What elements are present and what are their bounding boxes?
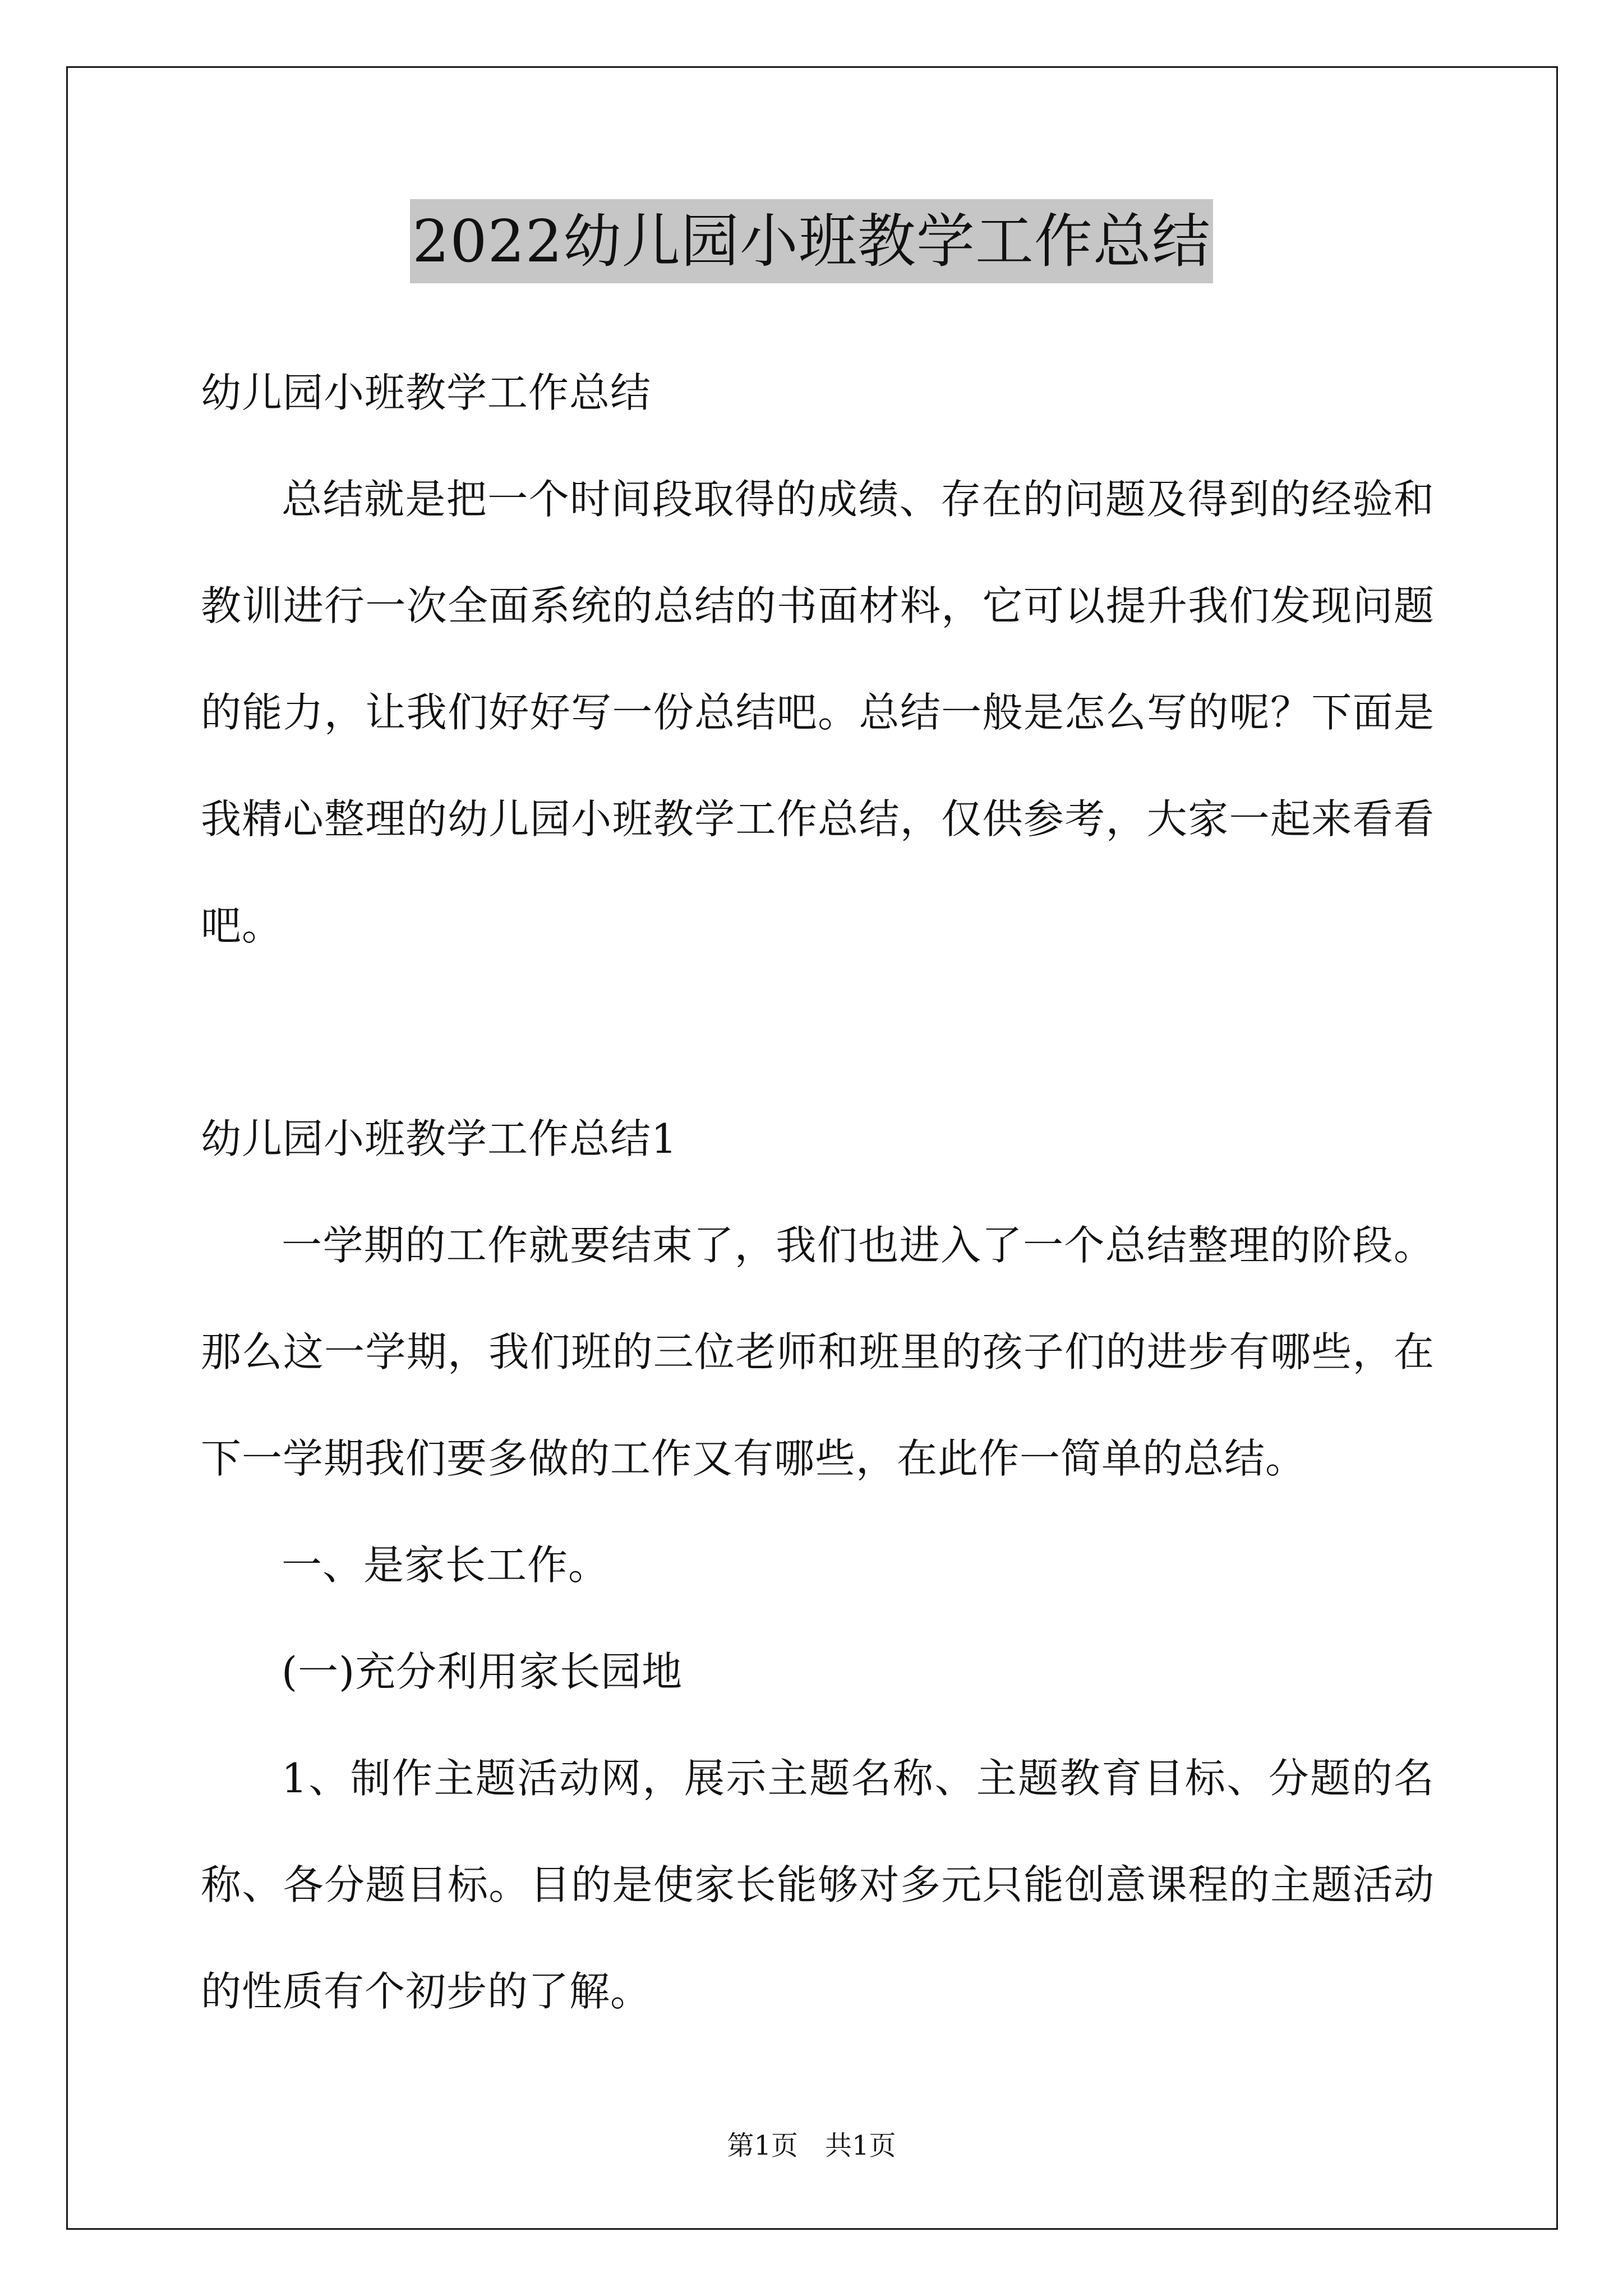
sub-point-heading: (一)充分利用家长园地 xyxy=(282,1648,683,1695)
page-total: 共1页 xyxy=(825,2130,896,2161)
document-subtitle: 幼儿园小班教学工作总结 xyxy=(201,369,652,416)
item-paragraph: 1、制作主题活动网，展示主题名称、主题教育目标、分题的名称、各分题目标。目的是使家长能够对多元只能创意课程的主题活动的性质有个初步的了解。 xyxy=(201,1755,1435,2015)
section-intro-paragraph: 一学期的工作就要结束了，我们也进入了一个总结整理的阶段。那么这一学期，我们班的三位老师和班里的孩子们的进步有哪些，在下一学期我们要多做的工作又有哪些，在此作一简单的总结。 xyxy=(201,1222,1435,1482)
title-container xyxy=(0,199,1623,283)
point-heading: 一、是家长工作。 xyxy=(282,1542,610,1589)
paragraph-spacer xyxy=(201,979,1435,1085)
section-heading: 幼儿园小班教学工作总结1 xyxy=(201,1115,677,1162)
document-body xyxy=(201,339,1435,2045)
page-footer xyxy=(0,2129,1623,2162)
page-number: 第1页 xyxy=(727,2130,798,2161)
intro-paragraph: 总结就是把一个时间段取得的成绩、存在的问题及得到的经验和教训进行一次全面系统的总结的书面材料，它可以提升我们发现问题的能力，让我们好好写一份总结吧。总结一般是怎么写的呢？下面是我精心整理的幼儿园小班教学工作总结，仅供参考，大家一起来看看吧。 xyxy=(201,476,1435,949)
document-title: 2022幼儿园小班教学工作总结 xyxy=(410,199,1213,283)
